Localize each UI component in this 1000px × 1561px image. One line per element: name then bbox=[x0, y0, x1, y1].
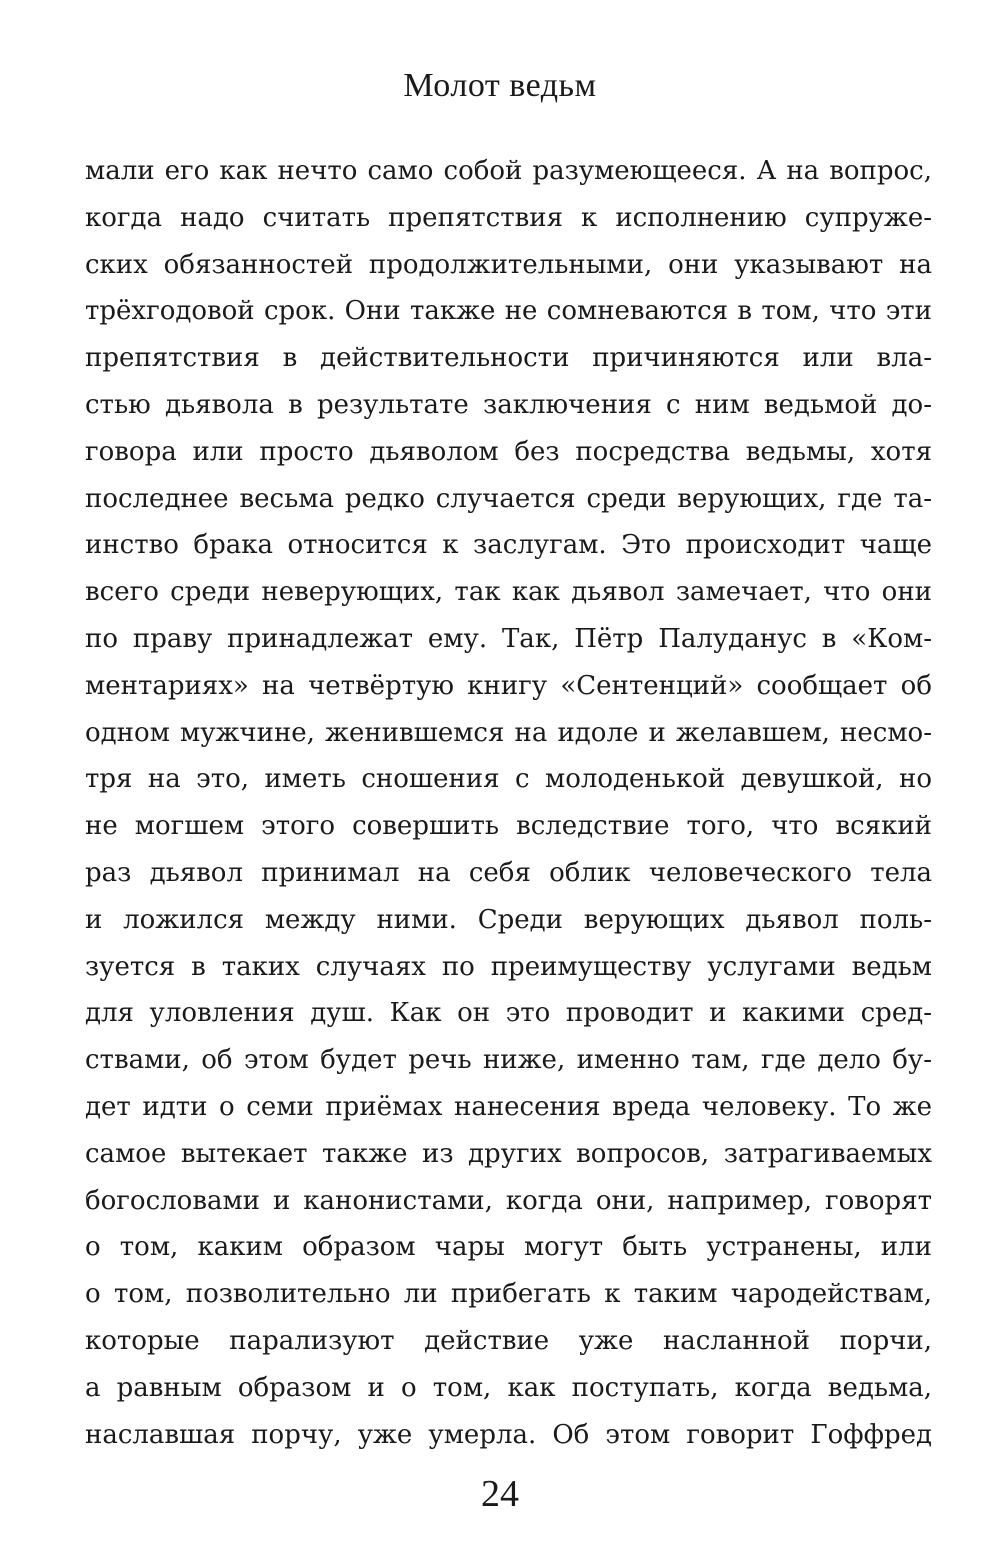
text-line: по праву принадлежат ему. Так, Пётр Палуданус в «Ком- bbox=[85, 623, 932, 654]
text-line: стью дьявола в результате заключения с ним ведьмой до- bbox=[85, 389, 932, 420]
text-line: последнее весьма редко случается среди верующих, где та- bbox=[85, 483, 932, 514]
text-line: наславшая порчу, уже умерла. Об этом говорит Гоффред bbox=[85, 1419, 932, 1450]
text-line: раз дьявол принимал на себя облик человеческого тела bbox=[85, 857, 932, 888]
text-line: мали его как нечто само собой разумеющееся. А на вопрос, bbox=[85, 156, 932, 186]
text-line: когда надо считать препятствия к исполнению супруже- bbox=[85, 202, 932, 233]
text-line: о том, позволительно ли прибегать к таким чародействам, bbox=[85, 1279, 932, 1310]
text-line: зуется в таких случаях по преимуществу услугами ведьм bbox=[85, 951, 932, 982]
text-line: тря на это, иметь сношения с молоденькой девушкой, но bbox=[85, 764, 932, 795]
text-line: ских обязанностей продолжительными, они указывают на bbox=[85, 249, 932, 280]
text-line: ствами, об этом будет речь ниже, именно там, где дело бу- bbox=[85, 1045, 932, 1076]
text-line: инство брака относится к заслугам. Это происходит чаще bbox=[85, 530, 932, 561]
text-line: которые парализуют действие уже насланной порчи, bbox=[85, 1325, 932, 1356]
text-line: самое вытекает также из других вопросов, затрагиваемых bbox=[85, 1138, 932, 1169]
text-line: о том, каким образом чары могут быть устранены, или bbox=[85, 1232, 932, 1263]
text-line: ментариях» на четвёртую книгу «Сентенций» сообщает об bbox=[85, 670, 932, 701]
text-line: не могшем этого совершить вследствие того, что всякий bbox=[85, 811, 932, 842]
text-line: и ложился между ними. Среди верующих дьявол поль- bbox=[85, 904, 932, 935]
text-line: говора или просто дьяволом без посредства ведьмы, хотя bbox=[85, 436, 932, 467]
text-line: а равным образом и о том, как поступать, когда ведьма, bbox=[85, 1372, 932, 1403]
running-title: Молот ведьм bbox=[403, 67, 597, 104]
body-text bbox=[85, 148, 932, 1458]
text-line: всего среди неверующих, так как дьявол замечает, что они bbox=[85, 577, 932, 608]
text-line: богословами и канонистами, когда они, например, говорят bbox=[85, 1185, 932, 1216]
text-line: для уловления душ. Как он это проводит и какими сред- bbox=[85, 998, 932, 1029]
text-line: одном мужчине, женившемся на идоле и желавшем, несмо- bbox=[85, 717, 932, 748]
page-number: 24 bbox=[481, 1473, 519, 1515]
text-line: дет идти о семи приёмах нанесения вреда человеку. То же bbox=[85, 1091, 932, 1122]
text-line: препятствия в действительности причиняются или вла- bbox=[85, 343, 932, 374]
text-line: трёхгодовой срок. Они также не сомневаются в том, что эти bbox=[85, 296, 932, 327]
